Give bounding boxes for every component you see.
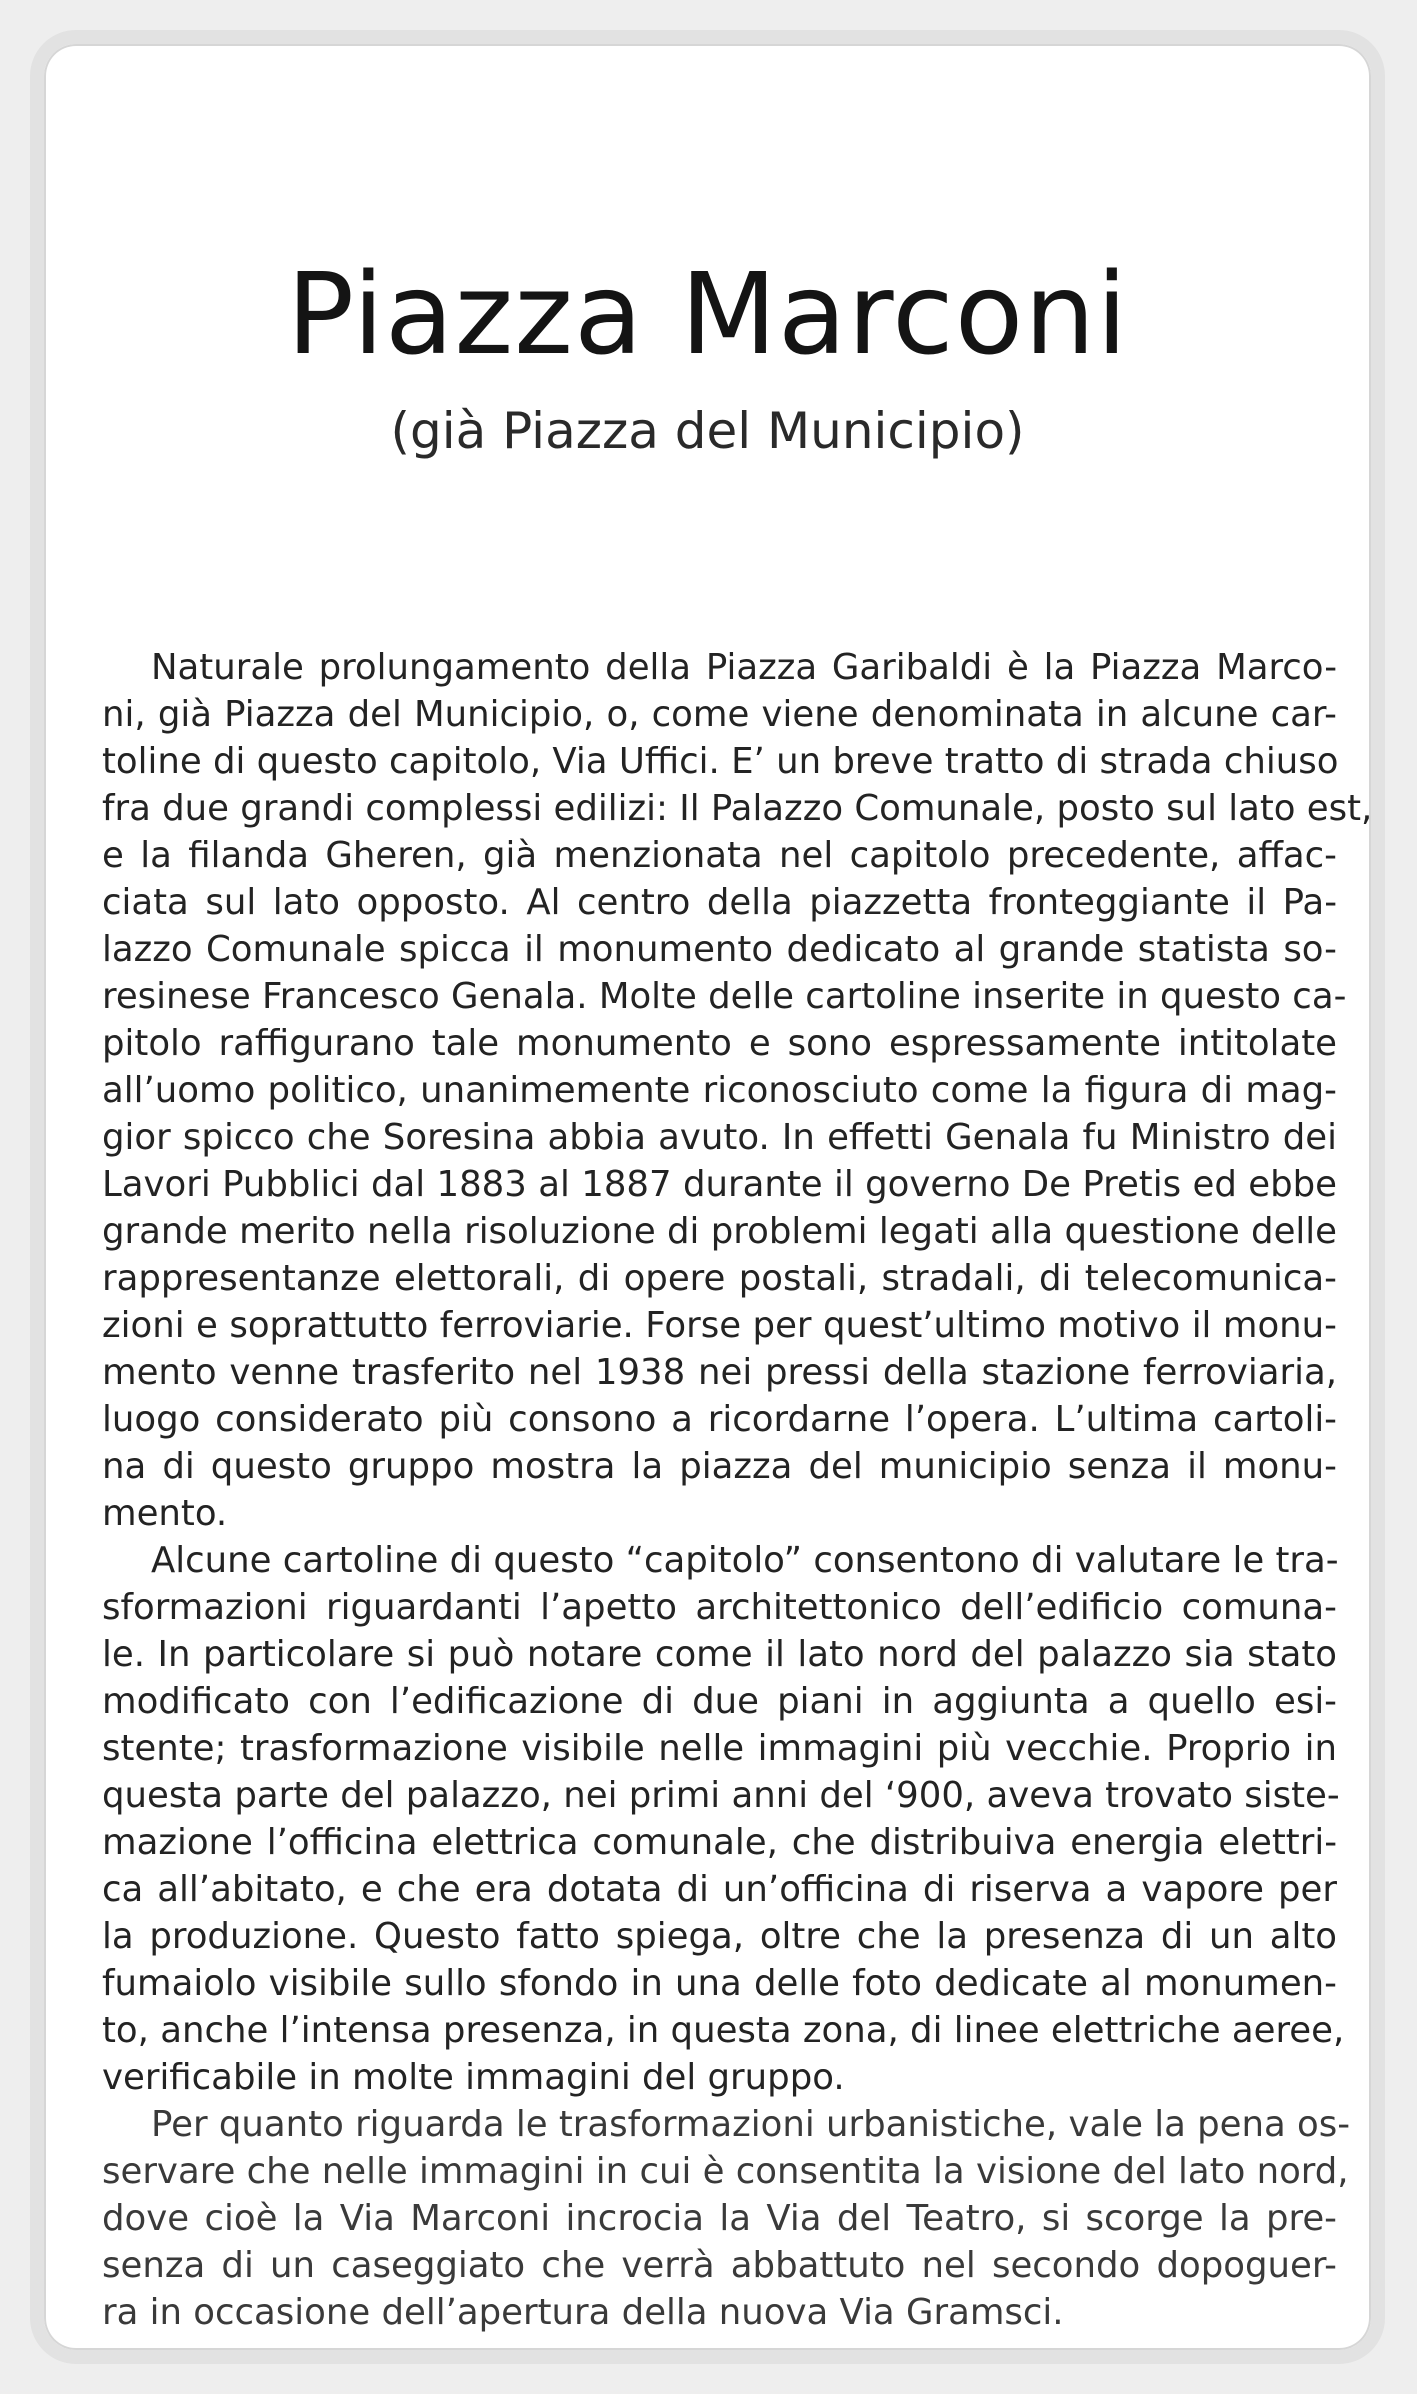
text-line: ciata sul lato opposto. Al centro della piazzetta fronteggiante il Pa- (102, 882, 1337, 923)
text-line: rappresentanze elettorali, di opere postali, stradali, di telecomunica- (102, 1258, 1337, 1299)
text-line: Per quanto riguarda le trasformazioni urbanistiche, vale la pena os- (151, 2104, 1351, 2145)
text-line: lazzo Comunale spicca il monumento dedicato al grande statista so- (102, 929, 1337, 970)
text-line: ra in occasione dell’apertura della nuova Via Gramsci. (102, 2292, 1064, 2333)
text-line: la produzione. Questo fatto spiega, oltre che la presenza di un alto (102, 1916, 1337, 1957)
text-line: na di questo gruppo mostra la piazza del municipio senza il monu- (102, 1446, 1337, 1487)
text-line: luogo considerato più consono a ricordarne l’opera. L’ultima cartoli- (102, 1399, 1337, 1440)
paragraph (102, 644, 1373, 1537)
text-line: dove cioè la Via Marconi incrocia la Via del Teatro, si scorge la pre- (102, 2198, 1337, 2239)
page-title: Piazza Marconi (286, 250, 1129, 380)
text-line: gior spicco che Soresina abbia avuto. In effetti Genala fu Ministro dei (102, 1117, 1337, 1158)
text-line: ni, già Piazza del Municipio, o, come viene denominata in alcune car- (102, 694, 1337, 735)
text-line: toline di questo capitolo, Via Uffici. E’ un breve tratto di strada chiuso (102, 741, 1339, 782)
body-text (102, 644, 1373, 2336)
text-line: stente; trasformazione visibile nelle immagini più vecchie. Proprio in (102, 1728, 1337, 1769)
text-line: Naturale prolungamento della Piazza Garibaldi è la Piazza Marco- (151, 647, 1337, 688)
text-line: servare che nelle immagini in cui è consentita la visione del lato nord, (102, 2151, 1349, 2192)
text-line: Lavori Pubblici dal 1883 al 1887 durante il governo De Pretis ed ebbe (102, 1164, 1337, 1205)
text-line: modificato con l’edificazione di due piani in aggiunta a quello esi- (102, 1681, 1337, 1722)
text-line: fumaiolo visibile sullo sfondo in una delle foto dedicate al monumen- (102, 1963, 1337, 2004)
text-line: grande merito nella risoluzione di problemi legati alla questione delle (102, 1211, 1337, 1252)
text-line: e la filanda Gheren, già menzionata nel capitolo precedente, affac- (102, 835, 1337, 876)
text-line: pitolo raffigurano tale monumento e sono espressamente intitolate (102, 1023, 1337, 1064)
paragraph (102, 2101, 1351, 2336)
paragraph (102, 1537, 1345, 2101)
text-line: mento venne trasferito nel 1938 nei pressi della stazione ferroviaria, (102, 1352, 1337, 1393)
text-line: resinese Francesco Genala. Molte delle cartoline inserite in questo ca- (102, 976, 1347, 1017)
text-line: senza di un caseggiato che verrà abbattuto nel secondo dopoguer- (102, 2245, 1337, 2286)
text-line: le. In particolare si può notare come il lato nord del palazzo sia stato (102, 1634, 1337, 1675)
text-line: fra due grandi complessi edilizi: Il Palazzo Comunale, posto sul lato est, (102, 788, 1373, 829)
text-line: sformazioni riguardanti l’apetto architettonico dell’edificio comuna- (102, 1587, 1337, 1628)
text-line: to, anche l’intensa presenza, in questa zona, di linee elettriche aeree, (102, 2010, 1345, 2051)
text-line: all’uomo politico, unanimemente riconosciuto come la figura di mag- (102, 1070, 1337, 1111)
text-line: Alcune cartoline di questo “capitolo” consentono di valutare le tra- (151, 1540, 1339, 1581)
document-page (30, 30, 1385, 2364)
text-line: mazione l’officina elettrica comunale, che distribuiva energia elettri- (102, 1822, 1337, 1863)
text-line: questa parte del palazzo, nei primi anni del ‘900, aveva trovato siste- (102, 1775, 1340, 1816)
text-line: ca all’abitato, e che era dotata di un’officina di riserva a vapore per (102, 1869, 1337, 1910)
text-line: zioni e soprattutto ferroviarie. Forse per quest’ultimo motivo il monu- (102, 1305, 1337, 1346)
page-subtitle: (già Piazza del Municipio) (390, 402, 1025, 460)
text-line: mento. (102, 1493, 228, 1534)
text-line: verificabile in molte immagini del gruppo. (102, 2057, 845, 2098)
